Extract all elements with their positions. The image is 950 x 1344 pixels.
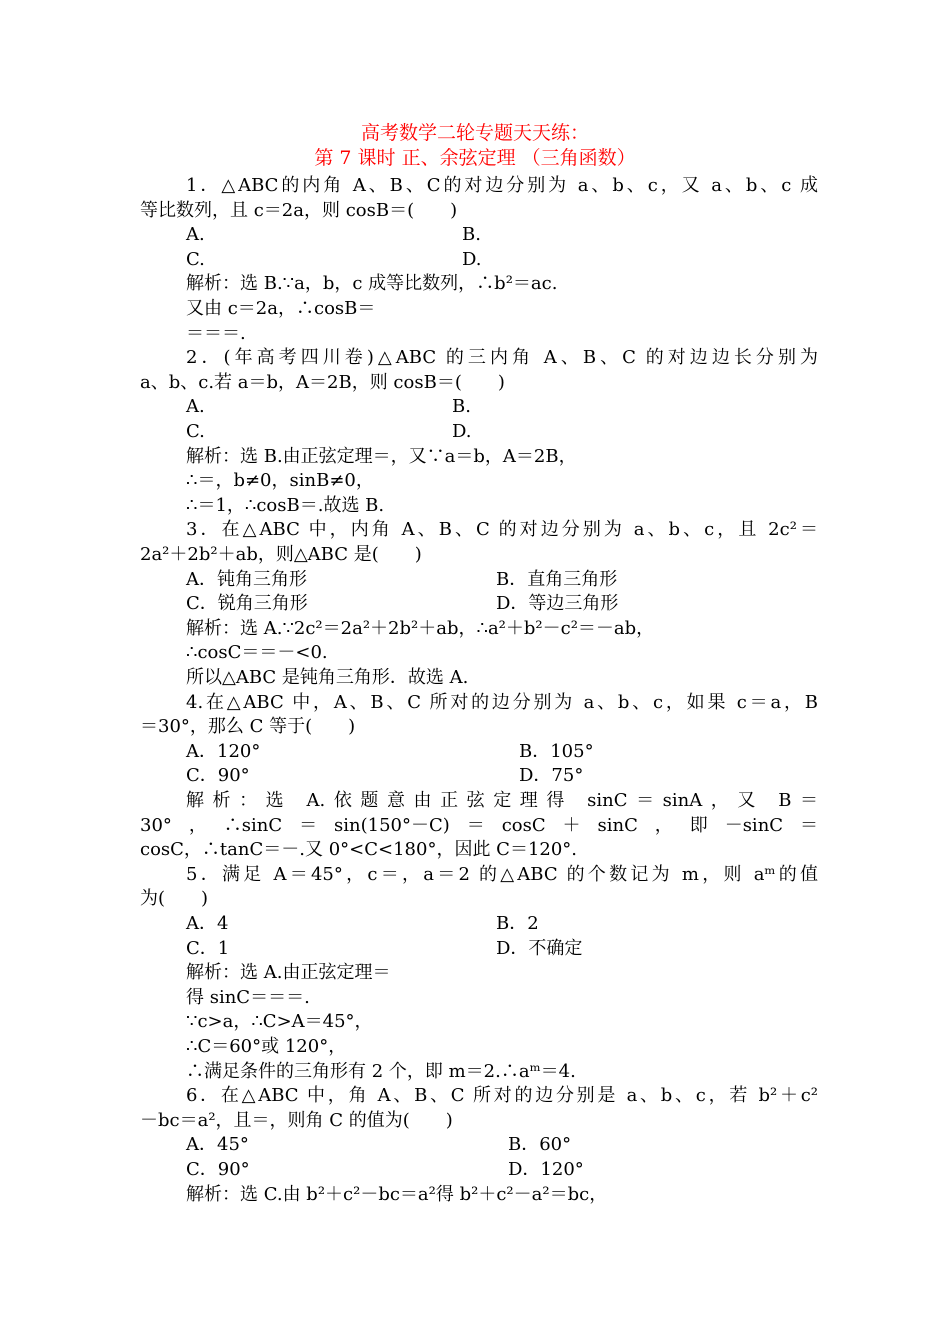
answer-option: C．1 xyxy=(186,937,230,959)
answer-option: B．直角三角形 xyxy=(496,568,618,590)
text-line: 1．△ABC的内角 A、B、C的对边分别为 a、b、c，又 a、b、c 成 xyxy=(186,175,818,196)
answer-option: A. xyxy=(186,224,205,246)
answer-option: B. xyxy=(462,224,481,246)
text-line: ∴满足条件的三角形有 2 个，即 m＝2.∴aᵐ＝4. xyxy=(186,1060,576,1082)
text-line: 解析：选 A.∵2c²＝2a²＋2b²＋ab，∴a²＋b²－c²＝－ab， xyxy=(186,617,655,639)
answer-option: B．105° xyxy=(519,740,594,762)
text-line: ∴C＝60°或 120°， xyxy=(186,1036,347,1057)
text-line: 5．满足 A＝45°，c＝，a＝2 的△ABC 的个数记为 m，则 aᵐ的值 xyxy=(186,863,818,885)
answer-option: C. xyxy=(186,421,205,442)
answer-option: A．120° xyxy=(186,740,261,762)
answer-option: D. xyxy=(462,248,482,270)
answer-option: C．90° xyxy=(186,765,250,787)
answer-option: B．2 xyxy=(496,913,539,934)
answer-option: A．钝角三角形 xyxy=(186,568,307,590)
text-line: 4.在△ABC 中，A、B、C 所对的边分别为 a、b、c，如果 c＝a，B xyxy=(186,691,818,713)
answer-option: C．锐角三角形 xyxy=(186,593,308,615)
text-line: a、b、c.若 a＝b，A＝2B，则 cosB＝( ) xyxy=(140,371,505,393)
answer-option: A. xyxy=(186,396,205,418)
answer-option: D．不确定 xyxy=(496,937,583,959)
text-line: 30°，∴sinC＝sin(150°－C)＝cosC＋sinC，即－sinC＝ xyxy=(140,814,818,836)
text-line: 解析：选 A.由正弦定理＝ xyxy=(186,962,391,984)
text-line: ∴cosC＝＝－<0. xyxy=(186,642,328,664)
text-line: 又由 c＝2a，∴cosB＝ xyxy=(186,298,376,319)
lesson-subtitle: 第 7 课时 正、余弦定理 （三角函数） xyxy=(314,147,636,169)
answer-option: D. xyxy=(452,421,472,442)
text-line: 得 sinC＝＝＝. xyxy=(186,986,310,1008)
answer-option: C．90° xyxy=(186,1159,250,1180)
answer-option: A．4 xyxy=(186,913,229,934)
answer-option: B．60° xyxy=(508,1134,572,1156)
text-line: 6．在△ABC 中，角 A、B、C 所对的边分别是 a、b、c，若 b²＋c² xyxy=(186,1085,818,1107)
text-line: 2a²＋2b²＋ab，则△ABC 是( ) xyxy=(140,544,422,565)
text-line: ∴＝1，∴cosB＝.故选 B. xyxy=(186,494,385,516)
answer-option: A．45° xyxy=(186,1134,249,1156)
answer-option: D．120° xyxy=(508,1159,584,1180)
answer-option: D．等边三角形 xyxy=(496,593,619,615)
answer-option: B. xyxy=(452,396,471,418)
text-line: 等比数列，且 c＝2a，则 cosB＝( ) xyxy=(140,199,458,221)
answer-option: C. xyxy=(186,248,205,270)
text-line: 解析：选 C.由 b²＋c²－bc＝a²得 b²＋c²－a²＝bc， xyxy=(186,1183,608,1205)
text-line: ＝＝＝. xyxy=(186,322,246,344)
document-title: 高考数学二轮专题天天练： xyxy=(360,122,589,144)
text-line: 解析：选 B.∵a，b，c 成等比数列，∴b²＝ac. xyxy=(186,273,558,295)
text-line: 所以△ABC 是钝角三角形．故选 A. xyxy=(186,667,469,688)
answer-option: D．75° xyxy=(519,765,584,787)
text-line: 为( ) xyxy=(140,888,209,910)
text-line: cosC，∴tanC＝－.又 0°<C<180°，因此 C＝120°. xyxy=(140,839,578,861)
text-line: 2．(年高考四川卷)△ABC 的三内角 A、B、C 的对边边长分别为 xyxy=(186,347,818,369)
text-line: －bc＝a²，且＝，则角 C 的值为( ) xyxy=(140,1109,453,1131)
text-line: 解析：选 B.由正弦定理＝，又∵a＝b，A＝2B， xyxy=(186,445,577,467)
text-line: 3．在△ABC 中，内角 A、B、C 的对边分别为 a、b、c，且 2c²＝ xyxy=(186,519,818,541)
text-line: ∵c>a，∴C>A＝45°， xyxy=(186,1011,373,1033)
text-line: 解析：选 A.依题意由正弦定理得 sinC＝sinA，又 B＝ xyxy=(186,790,818,811)
text-line: ＝30°，那么 C 等于( ) xyxy=(140,716,356,738)
text-line: ∴＝，b≠0，sinB≠0， xyxy=(186,470,374,492)
